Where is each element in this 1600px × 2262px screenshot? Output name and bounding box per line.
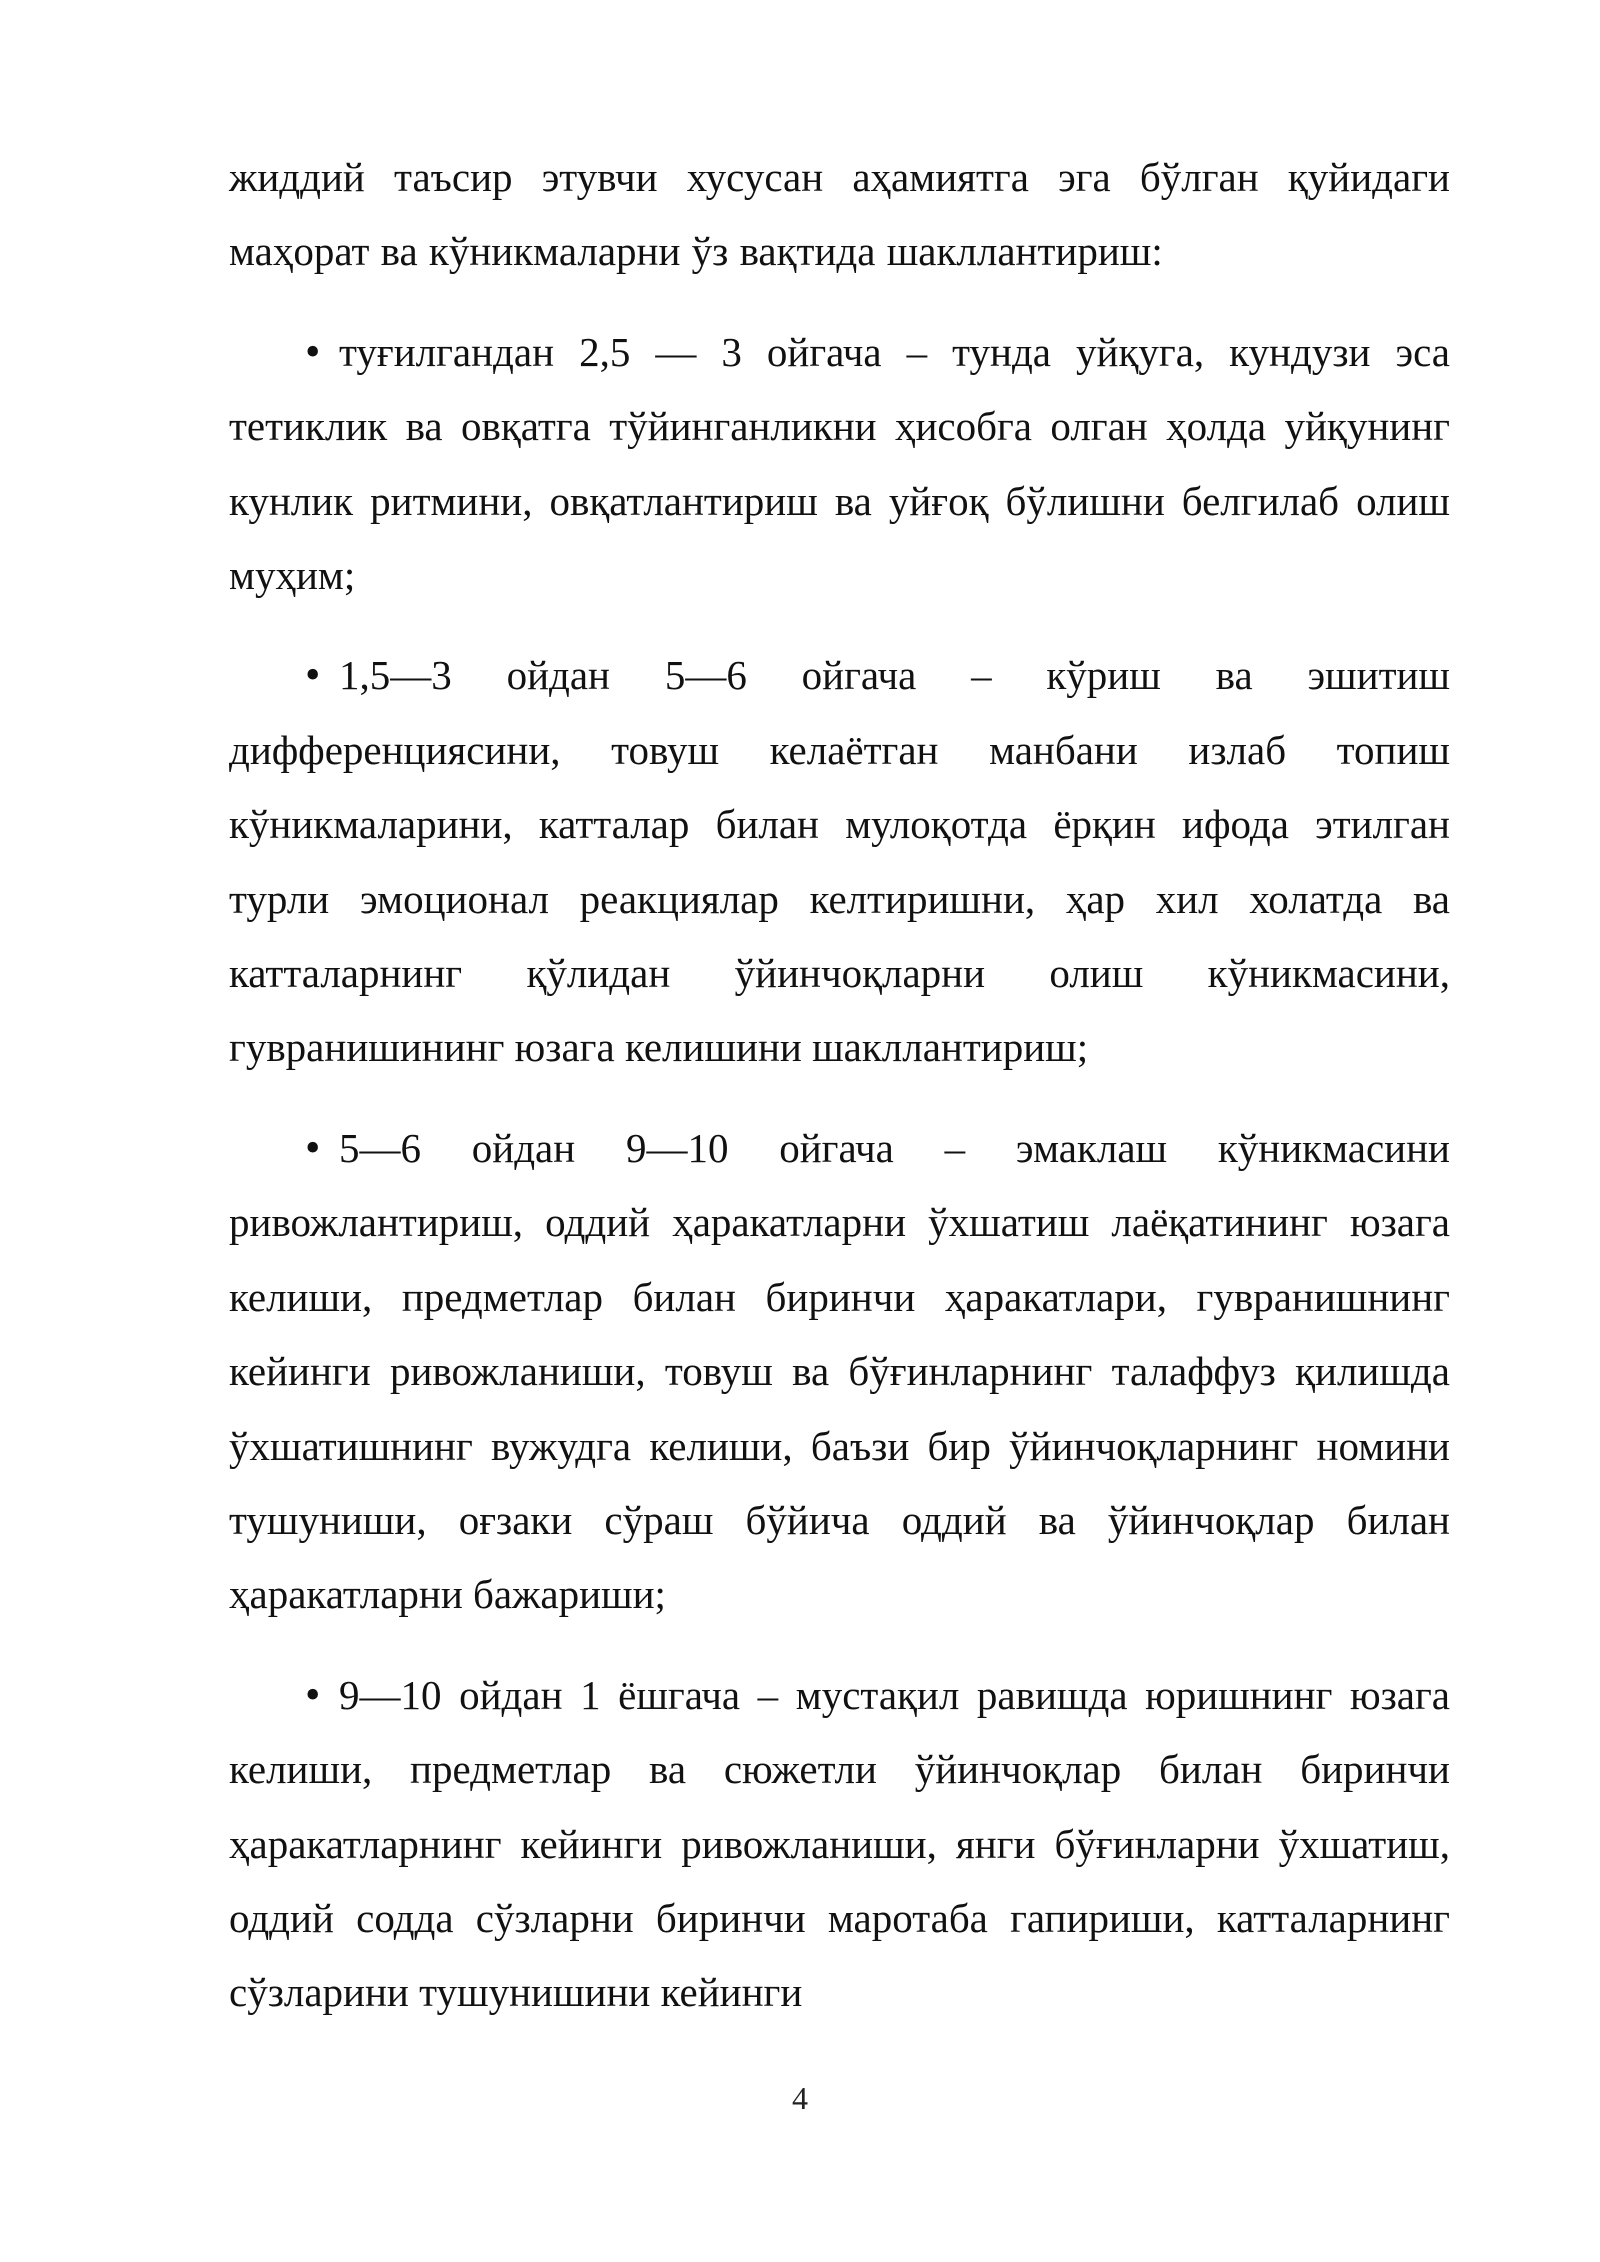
- list-item: [229, 1111, 1450, 1632]
- page-body: [229, 140, 1450, 2030]
- list-item: [229, 1658, 1450, 2030]
- bullet-icon: [305, 329, 339, 375]
- bullet-icon: [305, 1672, 339, 1718]
- bullet-icon: [305, 1125, 339, 1171]
- intro-paragraph: жиддий таъсир этувчи хусусан аҳамиятга эга бўлган қуйидаги маҳорат ва кўникмаларни ўз вақтида шакллантириш:: [229, 154, 1450, 275]
- list-item: [229, 315, 1450, 613]
- list-item-text: 1,5—3 ойдан 5—6 ойгача – кўриш ва эшитиш дифференциясини, товуш келаётган манбани излаб топиш кўникмаларини, катталар билан мулоқотда ёрқин ифода этилган турли эмоционал реакциялар келтиришни, ҳар хил холатда ва катталарнинг қўлидан ўйинчоқларни олиш кўникмасини, гувранишининг юзага келишини шакллантириш;: [229, 652, 1450, 1071]
- list-item: [229, 638, 1450, 1084]
- bullet-icon: [305, 652, 339, 698]
- list-item-text: 5—6 ойдан 9—10 ойгача – эмаклаш кўникмасини ривожлантириш, оддий ҳаракатларни ўхшатиш лаёқатининг юзага келиши, предметлар билан биринчи ҳаракатлари, гувранишнинг кейинги ривожланиши, товуш ва бўғинларнинг талаффуз қилишда ўхшатишнинг вужудга келиши, баъзи бир ўйинчоқларнинг номини тушуниши, оғзаки сўраш бўйича оддий ва ўйинчоқлар билан ҳаракатларни бажариши;: [229, 1124, 1450, 1618]
- list-item-text: туғилгандан 2,5 — 3 ойгача – тунда уйқуга, кундузи эса тетиклик ва овқатга тўйинганликни ҳисобга олган ҳолда уйқунинг кунлик ритмини, овқатлантириш ва уйғоқ бўлишни белгилаб олиш муҳим;: [229, 328, 1450, 599]
- page-number: 4: [792, 2080, 808, 2116]
- list-item-text: 9—10 ойдан 1 ёшгача – мустақил равишда юришнинг юзага келиши, предметлар ва сюжетли ўйинчоқлар билан биринчи ҳаракатларнинг кейинги ривожланиши, янги бўғинларни ўхшатиш, оддий содда сўзларни биринчи маротаба гапириши, катталарнинг сўзларини тушунишини кейинги: [229, 1671, 1450, 2016]
